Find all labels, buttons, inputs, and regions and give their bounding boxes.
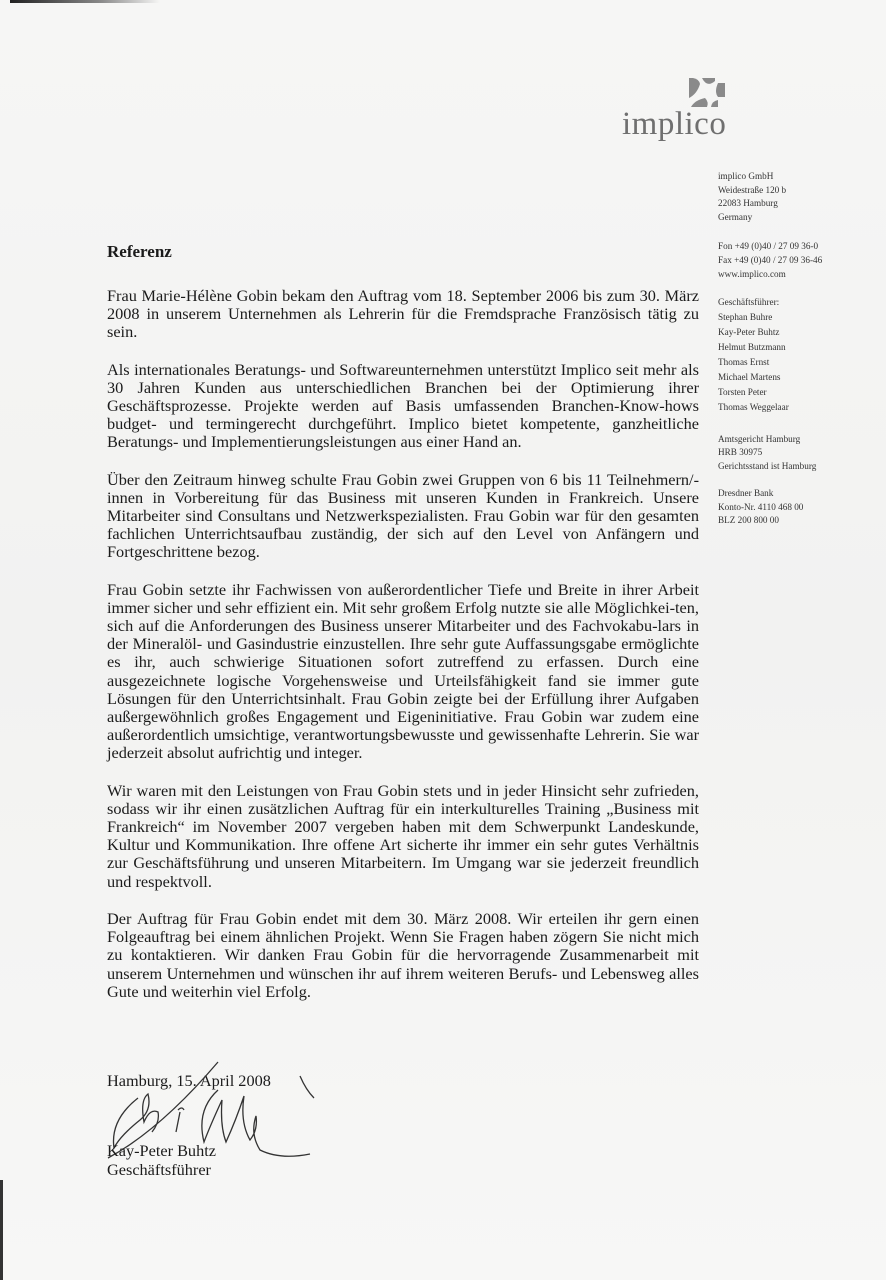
manager-name: Stephan Buhre (718, 311, 773, 322)
phone-number: Fon +49 (0)40 / 27 09 36-0 (718, 241, 819, 252)
management-list (718, 295, 878, 415)
body-paragraph: Wir waren mit den Leistungen von Frau Gobin stets und in jeder Hinsicht sehr zufrieden, sodass wir ihr einen zusätzlichen Auftrag für ein interkulturelles Training „Business mit Frankreich“ im November 2007 vergeben haben mit dem Schwerpunkt Landeskunde, Kultur und Kommunikation. Ihre offene Art sicherte ihr immer ein sehr gutes Verhältnis zur Geschäftsführung und unseren Mitarbeitern. Im Umgang war sie jederzeit freundlich und respektvoll. (107, 780, 699, 891)
manager-name: Helmut Butzmann (718, 341, 786, 352)
register-line: Amtsgericht Hamburg (718, 433, 801, 444)
body-paragraph: Der Auftrag für Frau Gobin endet mit dem 30. März 2008. Wir erteilen ihr gern einen Folgeauftrag bei einem ähnlichen Projekt. Wenn Sie Fragen haben zögern Sie nicht mich zu kontaktieren. Wir danken Frau Gobin für die hervorragende Zusammenarbeit mit unserem Unternehmen und wünschen ihr auf ihrem weiteren Berufs- und Lebensweg alles Gute und weiterhin viel Erfolg. (107, 908, 699, 1001)
scan-edge-top (10, 0, 160, 3)
address-line: Weidestraße 120 b (718, 184, 787, 195)
address-line: implico GmbH (718, 171, 774, 181)
bank-line: Konto-Nr. 4110 468 00 (718, 501, 804, 512)
address-line: Germany (718, 211, 753, 222)
register-line: Gerichtsstand ist Hamburg (718, 460, 817, 471)
body-paragraph: Über den Zeitraum hinweg schulte Frau Gobin zwei Gruppen von 6 bis 11 Teilnehmern/-innen in Vorbereitung für das Business mit unseren Kunden in Frankreich. Unsere Mitarbeiter sind Consultans und Netzwerkspezialisten. Frau Gobin war für den gesamten fachlichen Unterrichtsaufbau zuständig, der sich auf den Level von Anfängern und Fortgeschrittene bezog. (107, 469, 699, 562)
company-contact (718, 240, 878, 281)
body-paragraph: Als internationales Beratungs- und Softwareunternehmen unterstützt Implico seit mehr als 30 Jahren Kunden aus unterschiedlichen Branchen bei der Optimierung ihrer Geschäftsprozesse. Projekte werden auf Basis umfassenden Branchen-Know-hows budget- und termingerecht durchgeführt. Implico bietet kompetente, ganzheitliche Beratungs- und Implementierungsleistungen aus einer Hand an. (107, 359, 699, 452)
manager-name: Michael Martens (718, 371, 781, 382)
company-register (718, 433, 878, 474)
bank-line: Dresdner Bank (718, 488, 774, 499)
manager-name: Thomas Weggelaar (718, 401, 789, 412)
bank-details (718, 487, 878, 528)
manager-name: Thomas Ernst (718, 356, 770, 367)
company-logo (620, 68, 750, 148)
body-paragraph: Frau Marie-Hélène Gobin bekam den Auftrag vom 18. September 2006 bis zum 30. März 2008 in unserem Unternehmen als Lehrerin für die Fremdsprache Französisch tätig zu sein. (107, 286, 699, 342)
fax-number: Fax +49 (0)40 / 27 09 36-46 (718, 254, 823, 265)
place-date: Hamburg, 15. April 2008 (107, 1071, 271, 1090)
letter-title: Referenz (107, 242, 172, 261)
address-line: 22083 Hamburg (718, 198, 778, 209)
signer-title: Geschäftsführer (107, 1159, 211, 1179)
website-link[interactable]: www.implico.com (718, 268, 786, 279)
bank-line: BLZ 200 800 00 (718, 515, 779, 526)
logo-wordmark: implico (622, 106, 727, 142)
signer-block (107, 1142, 216, 1179)
company-address (718, 170, 878, 224)
body-paragraph: Frau Gobin setzte ihr Fachwissen von außerordentlicher Tiefe und Breite in ihrer Arbeit immer sicher und sehr effizient ein. Mit sehr großem Erfolg nutzte sie alle Möglichkei-ten, sich auf die Anforderungen des Business unserer Mitarbeiter und des Fachvokabu-lars in der Mineralöl- und Gasindustrie einzustellen. Ihre sehr gute Auffassungsgabe ermöglichte es ihr, auch schwierige Situationen sofort zutreffend zu erfassen. Durch eine ausgezeichnete logische Vorgehensweise und Urteilsfähigkeit fand sie immer gute Lösungen für den Unterrichtsinhalt. Frau Gobin zeigte bei der Erfüllung ihrer Aufgaben außergewöhnlich großes Engagement und Eigeninitiative. Frau Gobin war zudem eine außerordentlich umsichtige, verantwortungsbewusste und gewissenhafte Lehrerin. Sie war jederzeit absolut aufrichtig und integer. (107, 579, 699, 763)
register-line: HRB 30975 (718, 447, 763, 458)
scan-edge-left (0, 1180, 3, 1280)
manager-name: Kay-Peter Buhtz (718, 326, 780, 337)
signer-name: Kay-Peter Buhtz (107, 1141, 216, 1160)
management-label: Geschäftsführer: (718, 296, 780, 307)
implico-logo-mark-icon (687, 76, 727, 108)
manager-name: Torsten Peter (718, 386, 767, 397)
letter-body (107, 287, 699, 1020)
company-info-sidebar (718, 170, 878, 542)
